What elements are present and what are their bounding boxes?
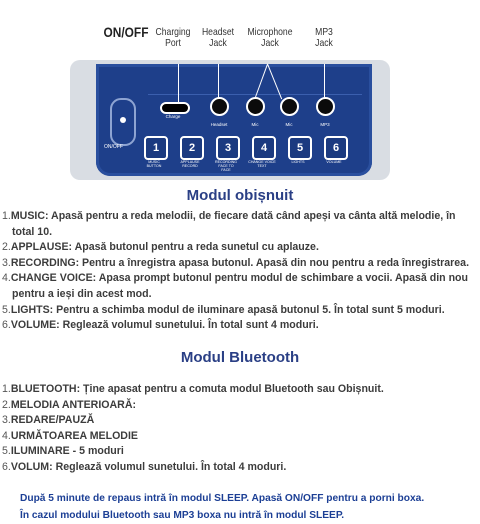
headset-caption: Headset [210,122,228,127]
button-change-voice[interactable]: 4 [252,136,276,160]
button-applause[interactable]: 2 [180,136,204,160]
button-music-caption: MUSIC BUTTON [146,160,162,168]
mic-1-caption: Mic [251,122,259,127]
list-item: 3.RECORDING: Pentru a înregistra apasa butonul. Apasă din nou pentru a reda înregistrarea. [2,256,470,269]
list-item: 1.BLUETOOTH: Ține apasat pentru a comuta modul Bluetooth sau Obișnuit. [2,383,384,395]
bluetooth-mode-title: Modul Bluetooth [180,349,300,366]
sleep-note-line-2: În cazul modului Bluetooth sau MP3 boxa nu intră în modul SLEEP. [20,510,345,521]
leader-line-headset [218,64,219,98]
headset-jack-label: Headset Jack [201,26,235,49]
list-item: 5.ILUMINARE - 5 moduri [2,445,124,458]
list-item: 5.LIGHTS: Pentru a schimba modul de iluminare apasă butonul 5. În total sunt 5 moduri. [2,303,445,316]
mp3-caption: MP3 [320,122,330,127]
charging-port[interactable] [160,102,190,114]
button-volume[interactable]: 6 [324,136,348,160]
mp3-jack[interactable] [316,97,335,116]
sleep-note [20,490,424,524]
microphone-jack-label: Microphone Jack [247,26,293,49]
sleep-note-line-1: După 5 minute de repaus intră în modul SLEEP. Apasă ON/OFF pentru a porni boxa. [20,493,425,504]
power-indicator [120,117,126,123]
microphone-jack-2[interactable] [280,97,299,116]
button-recording[interactable]: 3 [216,136,240,160]
charging-port-label: Charging Port [155,26,191,49]
leader-line-mp3 [324,64,325,98]
leader-line-charging [178,64,179,102]
list-item: total 10. [12,225,53,238]
normal-mode-title: Modul obișnuit [186,187,294,204]
port-labels [0,0,480,56]
list-item: 2.MELODIA ANTERIOARĂ: [2,398,136,411]
list-item: 3.REDARE/PAUZĂ [2,414,95,427]
list-item: 6.VOLUM: Reglează volumul sunetului. În total 4 moduri. [2,460,287,473]
button-volume-caption: VOLUME [326,160,342,164]
charge-caption: Charge [165,114,181,119]
button-change-voice-caption: CHANGE VOICE TEXT [248,160,276,168]
mp3-jack-label: MP3 Jack [315,26,333,49]
button-lights-caption: LIGHTS [291,160,305,164]
microphone-jack-1[interactable] [246,97,265,116]
power-switch[interactable] [110,98,136,146]
list-item: 4.URMĂTOAREA MELODIE [2,429,138,442]
button-music[interactable]: 1 [144,136,168,160]
list-item: 2.APPLAUSE: Apasă butonul pentru a reda sunetul cu aplauze. [2,241,319,254]
mic-2-caption: Mic [285,122,293,127]
list-item: 1.MUSIC: Apasă pentru a reda melodii, de fiecare dată când apeși va cânta altă melodie, în [2,210,456,222]
button-applause-caption: APPLAUSE RECORD [180,160,200,168]
button-lights[interactable]: 5 [288,136,312,160]
list-item: 4.CHANGE VOICE: Apasa prompt butonul pentru modul de schimbare a vocii. Apasă din nou [2,272,468,285]
headset-jack[interactable] [210,97,229,116]
button-recording-caption: RECORDING FACE TO FACE [215,160,237,172]
onoff-label: ON/OFF [103,24,149,40]
control-panel [96,64,372,176]
normal-mode-list [2,209,478,334]
power-switch-caption: ON/OFF [104,144,123,150]
list-item: pentru a ieși din acest mod. [12,287,152,300]
bluetooth-mode-list [2,382,478,476]
list-item: 6.VOLUME: Reglează volumul sunetului. În total sunt 4 moduri. [2,319,319,332]
